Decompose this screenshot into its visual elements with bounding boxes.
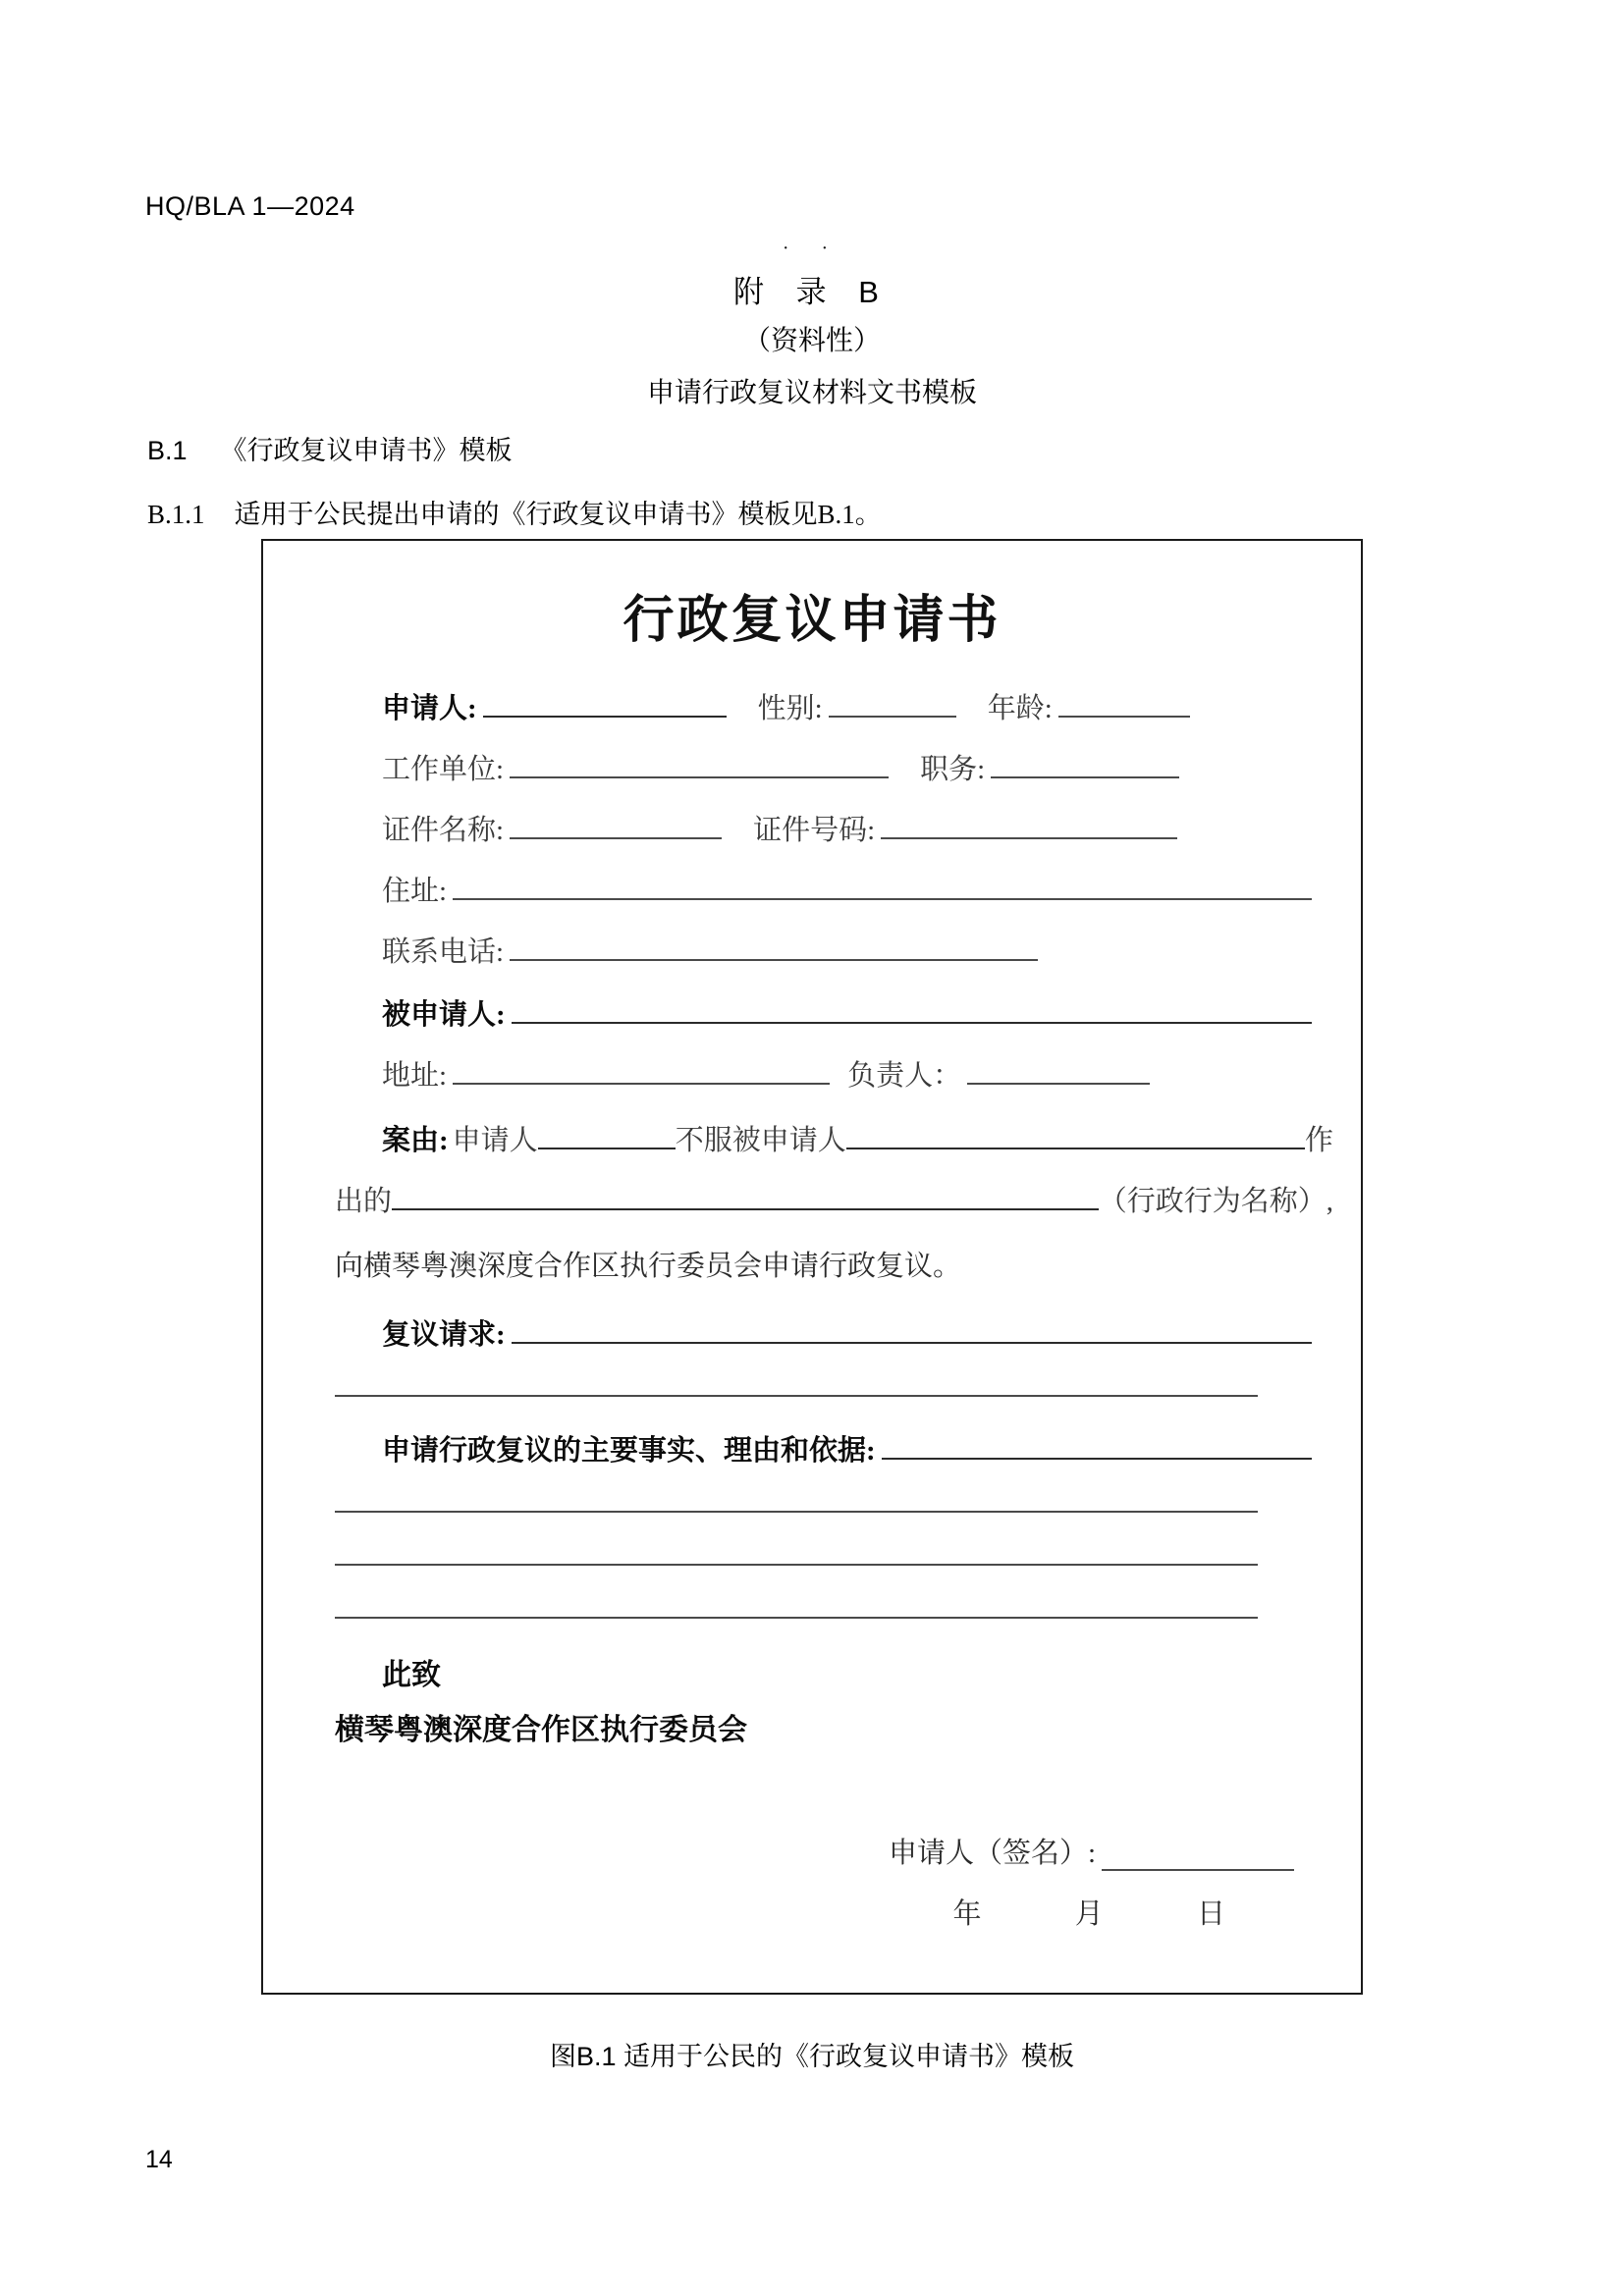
input-main-facts-line-4[interactable] [335, 1617, 1258, 1619]
form-row-id [335, 808, 1333, 847]
label-applicant: 申请人: [382, 693, 477, 724]
clause-b1-text: 《行政复议申请书》模板 [220, 436, 513, 465]
standard-code-header: HQ/BLA 1—2024 [145, 191, 355, 221]
form-row-case-action [335, 1179, 1333, 1218]
input-signature[interactable] [1102, 1843, 1294, 1871]
label-main-facts: 申请行政复议的主要事实、理由和依据: [382, 1435, 876, 1467]
input-review-request[interactable] [512, 1316, 1312, 1344]
date-row: 年 月 日 [952, 1898, 1269, 1930]
input-address[interactable] [453, 873, 1312, 900]
form-row-review-request [335, 1312, 1333, 1352]
form-title: 行政复议申请书 [623, 593, 1001, 649]
annex-decorative-dots: · · [782, 238, 842, 259]
label-case-cause: 案由: [382, 1125, 449, 1156]
form-row-phone [335, 930, 1333, 969]
page-number: 14 [145, 2146, 173, 2173]
input-respondent[interactable] [512, 996, 1312, 1024]
signature-row [889, 1831, 1300, 1871]
label-age: 年龄: [987, 693, 1053, 724]
case-text-made: 作 [1304, 1125, 1333, 1156]
input-applicant-name[interactable] [483, 690, 727, 718]
input-review-request-line-2[interactable] [335, 1395, 1258, 1397]
input-case-respondent[interactable] [846, 1122, 1305, 1149]
input-id-type[interactable] [510, 812, 722, 839]
input-main-facts-line-3[interactable] [335, 1564, 1258, 1566]
input-main-facts-line-2[interactable] [335, 1511, 1258, 1513]
form-row-case-cause [335, 1118, 1333, 1157]
label-id-number: 证件号码: [753, 815, 876, 846]
input-respondent-address[interactable] [453, 1057, 830, 1085]
label-respondent-address: 地址: [382, 1060, 448, 1092]
label-responsible-person: 负责人： [847, 1060, 962, 1092]
form-row-applicant [335, 686, 1333, 725]
input-age[interactable] [1058, 690, 1190, 718]
label-id-type: 证件名称: [382, 815, 505, 846]
label-gender: 性别: [757, 693, 823, 724]
label-address: 住址: [382, 876, 448, 907]
input-main-facts[interactable] [882, 1432, 1312, 1460]
clause-b11-number: B.1.1 [147, 500, 205, 529]
clause-b11-text: 适用于公民提出申请的《行政复议申请书》模板见B.1。 [234, 500, 882, 529]
input-administrative-action[interactable] [392, 1183, 1099, 1210]
case-text-applicant: 申请人 [452, 1125, 538, 1156]
input-id-number[interactable] [881, 812, 1177, 839]
form-row-respondent-address [335, 1053, 1333, 1093]
label-respondent: 被申请人: [382, 999, 506, 1031]
case-text-apply-to: 向横琴粤澳深度合作区执行委员会申请行政复议。 [335, 1251, 962, 1282]
case-text-disagree: 不服被申请人 [675, 1125, 846, 1156]
addressee-organization: 横琴粤澳深度合作区执行委员会 [335, 1714, 747, 1746]
clause-b1-number: B.1 [147, 436, 188, 465]
closing-salutation: 此致 [382, 1659, 441, 1691]
figure-caption: 图B.1 适用于公民的《行政复议申请书》模板 [549, 2042, 1075, 2071]
label-signature: 申请人（签名）: [888, 1838, 1096, 1869]
form-template-figure [261, 539, 1363, 1995]
annex-subtitle: 申请行政复议材料文书模板 [646, 377, 977, 407]
annex-kind: （资料性） [742, 325, 881, 355]
form-row-apply-to [335, 1244, 1333, 1284]
input-work-unit[interactable] [510, 751, 889, 778]
label-phone: 联系电话: [382, 936, 505, 968]
form-row-main-facts [335, 1428, 1333, 1468]
clause-heading-b11 [147, 493, 882, 531]
input-case-applicant[interactable] [538, 1122, 676, 1149]
input-gender[interactable] [829, 690, 956, 718]
form-row-respondent [335, 992, 1333, 1032]
clause-heading-b1 [147, 429, 513, 467]
form-body [335, 686, 1333, 1983]
case-text-madeby: 出的 [335, 1186, 393, 1217]
label-review-request: 复议请求: [382, 1319, 506, 1351]
annex-title: 附 录 B [733, 275, 891, 309]
input-phone[interactable] [510, 934, 1038, 961]
input-position[interactable] [991, 751, 1179, 778]
input-responsible-person[interactable] [967, 1057, 1150, 1085]
form-row-address [335, 869, 1333, 908]
form-row-work-unit [335, 747, 1333, 786]
case-text-action-name: （行政行为名称）, [1098, 1186, 1333, 1217]
label-position: 职务: [920, 754, 986, 785]
label-work-unit: 工作单位: [382, 754, 505, 785]
